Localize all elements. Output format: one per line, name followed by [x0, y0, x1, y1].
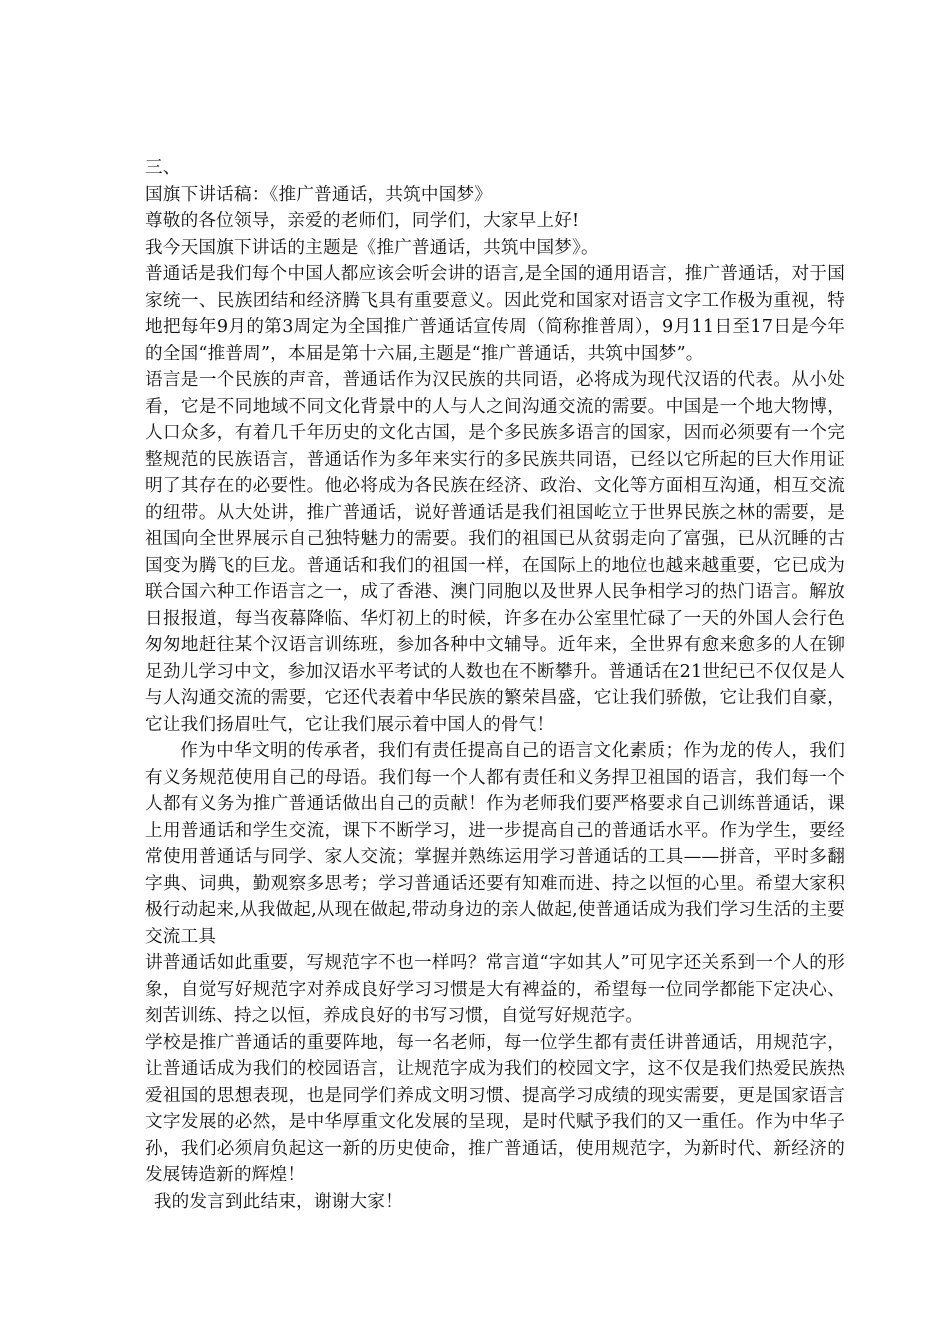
- greeting-line: 尊敬的各位领导，亲爱的老师们，同学们，大家早上好!: [145, 211, 580, 231]
- paragraph-putonghua-importance: 普通话是我们每个中国人都应该会听会讲的语言,是全国的通用语言，推广普通话，对于国家统一、民族团结和经济腾飞具有重要意义。因此党和国家对语言文字工作极为重视，特地把每年9月的第3周定为全国推广普通话宣传周（简称推普周），9月11日至17日是今年的全国“推普周”，本届是第十六届,主题是“推广普通话，共筑中国梦”。: [145, 264, 845, 364]
- paragraph-standard-characters: 讲普通话如此重要，写规范字不也一样吗？常言道“字如其人”可见字还关系到一个人的形象，自觉写好规范字对养成良好学习习惯是大有裨益的，希望每一位同学都能下定决心、刻苦训练、持之以恒，养成良好的书写习惯，自觉写好规范字。: [145, 953, 845, 1026]
- speech-text: [145, 155, 845, 1215]
- closing-line: 我的发言到此结束，谢谢大家！: [153, 1191, 403, 1212]
- speech-title: 国旗下讲话稿：《推广普通话，共筑中国梦》: [145, 184, 493, 205]
- section-marker: 三、: [145, 158, 181, 178]
- paragraph-language-and-nation: 语言是一个民族的声音，普通话作为汉民族的共同语，必将成为现代汉语的代表。从小处看，它是不同地域不同文化背景中的人与人之间沟通交流的需要。中国是一个地大物博，人口众多，有着几千年历史的文化古国，是个多民族多语言的国家，因而必须要有一个完整规范的民族语言，普通话作为多年来实行的多民族共同语，已经以它所起的巨大作用证明了其存在的必要性。他必将成为各民族在经济、政治、文化等方面相互沟通，相互交流的纽带。从大处讲，推广普通话，说好普通话是我们祖国屹立于世界民族之林的需要，是祖国向全世界展示自己独特魅力的需要。我们的祖国已从贫弱走向了富强，已从沉睡的古国变为腾飞的巨龙。普通话和我们的祖国一样，在国际上的地位也越来越重要，它已成为联合国六种工作语言之一，成了香港、澳门同胞以及世界人民争相学习的热门语言。解放日报报道，每当夜幕降临、华灯初上的时候，许多在办公室里忙碌了一天的外国人会行色匆匆地赶往某个汉语言训练班，参加各种中文辅导。近年来，全世界有愈来愈多的人在铆足劲儿学习中文，参加汉语水平考试的人数也在不断攀升。普通话在21世纪已不仅仅是人与人沟通交流的需要，它还代表着中华民族的繁荣昌盛，它让我们骄傲，它让我们自豪，它让我们扬眉吐气，它让我们展示着中国人的骨气！: [145, 370, 845, 735]
- paragraph-responsibility: 作为中华文明的传承者，我们有责任提高自己的语言文化素质；作为龙的传人，我们有义务规范使用自己的母语。我们每一个人都有责任和义务捍卫祖国的语言，我们每一个人都有义务为推广普通话做出自己的贡献！作为老师我们要严格要求自己训练普通话，课上用普通话和学生交流，课下不断学习，进一步提高自己的普通话水平。作为学生，要经常使用普通话与同学、家人交流；掌握并熟练运用学习普通话的工具——拼音，平时多翻字典、词典，勤观察多思考；学习普通话还要有知难而进、持之以恒的心里。希望大家积极行动起来,从我做起,从现在做起,带动身边的亲人做起,使普通话成为我们学习生活的主要交流工具: [145, 741, 845, 947]
- theme-line: 我今天国旗下讲话的主题是《推广普通话，共筑中国梦》。: [145, 237, 599, 258]
- paragraph-school-role: 学校是推广普通话的重要阵地，每一名老师，每一位学生都有责任讲普通话，用规范字，让普通话成为我们的校园语言，让规范字成为我们的校园文字，这不仅是我们热爱民族热爱祖国的思想表现，也是同学们养成文明习惯、提高学习成绩的现实需要，更是国家语言文字发展的必然，是中华厚重文化发展的呈现，是时代赋予我们的又一重任。作为中华子孙，我们必须肩负起这一新的历史使命，推广普通话，使用规范字，为新时代、新经济的发展铸造新的辉煌！: [145, 1032, 845, 1185]
